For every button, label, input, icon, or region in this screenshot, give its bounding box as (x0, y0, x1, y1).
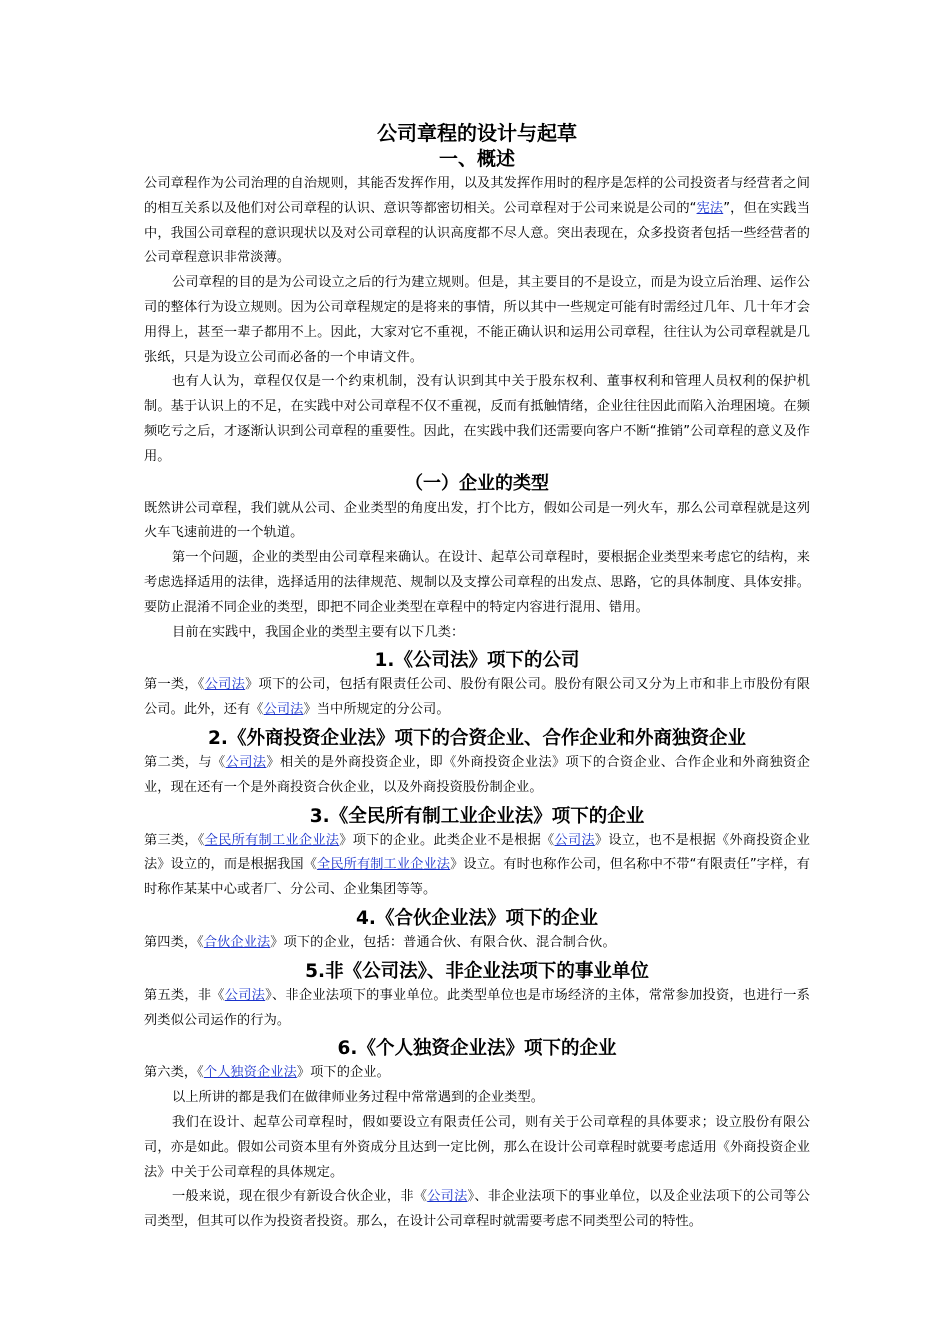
heading-type-2: 2.《外商投资企业法》项下的合资企业、合作企业和外商独资企业 (208, 727, 746, 749)
text-span: 》设立，也不是根据《外商投资企业法》设立的，而是根据我国《 (144, 832, 810, 873)
text-span: 》、非企业法项下的事业单位。此类型单位也是市场经济的主体，常常参加投资，也进行一系列类似公司运作的行为。 (144, 987, 810, 1028)
text-span: 》项下的公司，包括有限责任公司、股份有限公司。股份有限公司又分为上市和非上市股份有限公司。此外，还有《 (144, 677, 810, 718)
paragraph-6: 目前在实践中，我国企业的类型主要有以下几类： (172, 624, 465, 640)
link-partnership-law[interactable]: 合伙企业法 (203, 934, 271, 950)
text-span: 》相关的是外商投资企业，即《外商投资企业法》项下的合资企业、合作企业和外商独资企业，现在还有一个是外商投资合伙企业，以及外商投资股份制企业。 (144, 754, 810, 795)
text-span: 公司章程作为公司治理的自治规则，其能否发挥作用，以及其发挥作用时的程序是怎样的公司投资者与经营者之间的相互关系以及他们对公司章程的认识、意识等都密切相关。公司章程对于公司来说是公司的“ (144, 176, 810, 216)
text-span: 第三类，《 (144, 832, 205, 848)
paragraph-4: 既然讲公司章程，我们就从公司、企业类型的角度出发，打个比方，假如公司是一列火车，那么公司章程就是这列火车飞速前进的一个轨道。 (144, 500, 810, 541)
text-span: 第一类，《 (144, 677, 205, 693)
heading-type-1: 1.《公司法》项下的公司 (374, 650, 580, 672)
text-span: 》设立。有时也称作公司，但名称中不带“有限责任”字样，有时称作某某中心或者厂、分公司、企业集团等等。 (144, 857, 811, 898)
link-company-law[interactable]: 公司法 (225, 754, 267, 770)
paragraph-type-6 (144, 1061, 810, 1086)
text-span: 》当中所规定的分公司。 (303, 702, 450, 718)
document-title: 公司章程的设计与起草 (377, 121, 577, 145)
link-sole-proprietorship-law[interactable]: 个人独资企业法 (203, 1065, 297, 1081)
paragraph-type-4 (144, 931, 810, 956)
text-span: 第二类，与《 (144, 754, 226, 770)
paragraph-type-3 (144, 829, 810, 903)
link-constitution[interactable]: 宪法 (696, 200, 724, 216)
paragraph-type-1 (144, 673, 810, 723)
paragraph-9 (144, 1185, 810, 1235)
paragraph-2: 公司章程的目的是为公司设立之后的行为建立规则。但是，其主要目的不是设立，而是为设立后治理、运作公司的整体行为设立规则。因为公司章程规定的是将来的事情，所以其中一些规定可能有时需经过几年、几十年才会用得上，甚至一辈子都用不上。因此，大家对它不重视，不能正确认识和运用公司章程，往往认为公司章程就是几张纸，只是为设立公司而必备的一个申请文件。 (144, 275, 810, 365)
link-company-law[interactable]: 公司法 (224, 987, 266, 1003)
paragraph-5: 第一个问题，企业的类型由公司章程来确认。在设计、起草公司章程时，要根据企业类型来考虑它的结构，来考虑选择适用的法律，选择适用的法律规范、规制以及支撑公司章程的出发点、思路，它的具体制度、具体安排。要防止混淆不同企业的类型，即把不同企业类型在章程中的特定内容进行混用、错用。 (144, 550, 810, 615)
section-heading-overview: 一、概述 (438, 148, 515, 170)
text-span: 第六类，《 (144, 1065, 204, 1081)
paragraph-type-2 (144, 751, 810, 801)
link-company-law[interactable]: 公司法 (554, 832, 595, 848)
text-span: 》项下的企业，包括：普通合伙、有限合伙、混合制合伙。 (270, 934, 616, 950)
text-span: 》、非企业法项下的事业单位，以及企业法项下的公司等公司类型，但其可以作为投资者投资。那么，在设计公司章程时就需要考虑不同类型公司的特性。 (144, 1189, 810, 1230)
subsection-heading-enterprise-types: （一）企业的类型 (405, 472, 549, 494)
link-company-law[interactable]: 公司法 (427, 1189, 468, 1205)
paragraph-3: 也有人认为，章程仅仅是一个约束机制，没有认识到其中关于股东权利、董事权利和管理人员权利的保护机制。基于认识上的不足，在实践中对公司章程不仅不重视，反而有抵触情绪，企业往往因此而陷入治理困境。在频频吃亏之后，才逐渐认识到公司章程的重要性。因此，在实践中我们还需要向客户不断“推销”公司章程的意义及作用。 (144, 374, 810, 464)
link-state-owned-industrial-law[interactable]: 全民所有制工业企业法 (204, 832, 340, 848)
paragraph-7: 以上所讲的都是我们在做律师业务过程中常常遇到的企业类型。 (172, 1090, 545, 1106)
text-span: 第五类，非《 (144, 987, 225, 1003)
heading-type-4: 4.《合伙企业法》项下的企业 (356, 907, 598, 929)
text-span: ”，但在实践当中，我国公司章程的意识现状以及对公司章程的认识高度都不尽人意。突出表现在，众多投资者包括一些经营者的公司章程意识非常淡薄。 (144, 200, 810, 266)
heading-type-3: 3.《全民所有制工业企业法》项下的企业 (309, 805, 645, 827)
text-span: 一般来说，现在很少有新设合伙企业，非《 (172, 1189, 428, 1205)
paragraph-type-5 (144, 984, 810, 1034)
paragraph-1 (144, 172, 810, 271)
link-state-owned-industrial-law[interactable]: 全民所有制工业企业法 (317, 857, 451, 873)
document-body (144, 120, 810, 1235)
text-span: 第四类，《 (144, 934, 204, 950)
paragraph-8: 我们在设计、起草公司章程时，假如要设立有限责任公司，则有关于公司章程的具体要求；设立股份有限公司，亦是如此。假如公司资本里有外资成分且达到一定比例，那么在设计公司章程时就要考虑适用《外商投资企业法》中关于公司章程的具体规定。 (144, 1114, 810, 1180)
text-span: 》项下的企业。此类企业不是根据《 (339, 832, 555, 848)
heading-type-5: 5.非《公司法》、非企业法项下的事业单位 (305, 960, 649, 982)
link-company-law[interactable]: 公司法 (204, 677, 246, 693)
text-span: 》项下的企业。 (296, 1065, 390, 1081)
heading-type-6: 6.《个人独资企业法》项下的企业 (337, 1038, 617, 1060)
link-company-law[interactable]: 公司法 (263, 702, 304, 718)
